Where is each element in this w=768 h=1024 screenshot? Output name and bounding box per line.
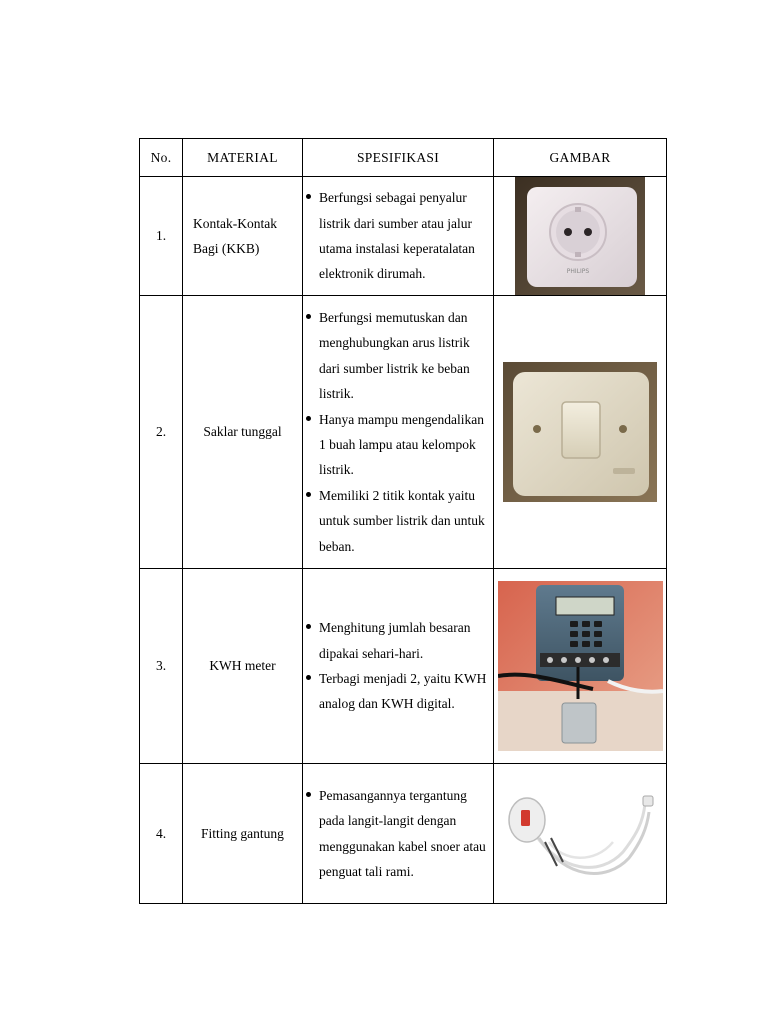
material-name: Saklar tunggal xyxy=(183,296,303,569)
image-cell xyxy=(494,177,667,296)
row-number: 4. xyxy=(140,764,183,904)
spec-item: Berfungsi memutuskan dan menghubungkan arus listrik dari sumber listrik ke beban listrik. xyxy=(303,305,493,407)
table-row xyxy=(140,296,667,569)
header-material: MATERIAL xyxy=(183,139,303,177)
spec-item: Pemasangannya tergantung pada langit-langit dengan menggunakan kabel snoer atau penguat tali rami. xyxy=(303,783,493,885)
image-cell xyxy=(494,764,667,904)
spec-item: Terbagi menjadi 2, yaitu KWH analog dan KWH digital. xyxy=(303,666,493,717)
material-name: KWH meter xyxy=(183,569,303,764)
table-row xyxy=(140,764,667,904)
row-number: 1. xyxy=(140,177,183,296)
spesifikasi-cell xyxy=(303,569,494,764)
material-table xyxy=(139,138,667,904)
spesifikasi-cell xyxy=(303,764,494,904)
row-number: 2. xyxy=(140,296,183,569)
light-switch-image xyxy=(503,362,657,502)
header-gambar: GAMBAR xyxy=(494,139,667,177)
image-cell xyxy=(494,296,667,569)
material-name: Kontak-Kontak Bagi (KKB) xyxy=(183,177,303,296)
spec-item: Berfungsi sebagai penyalur listrik dari sumber atau jalur utama instalasi keperatalatan elektronik dirumah. xyxy=(303,185,493,287)
socket-brand-label: PHILIPS xyxy=(566,268,590,275)
kwh-meter-image xyxy=(498,581,663,751)
header-no: No. xyxy=(140,139,183,177)
table-row xyxy=(140,177,667,296)
spec-item: Menghitung jumlah besaran dipakai sehari-hari. xyxy=(303,615,493,666)
pendant-lamp-holder-image xyxy=(505,782,655,886)
header-spesifikasi: SPESIFIKASI xyxy=(303,139,494,177)
row-number: 3. xyxy=(140,569,183,764)
material-name: Fitting gantung xyxy=(183,764,303,904)
spec-item: Memiliki 2 titik kontak yaitu untuk sumber listrik dan untuk beban. xyxy=(303,483,493,559)
spesifikasi-cell xyxy=(303,177,494,296)
table-row xyxy=(140,569,667,764)
spesifikasi-cell xyxy=(303,296,494,569)
power-socket-image xyxy=(515,177,645,295)
spec-item: Hanya mampu mengendalikan 1 buah lampu atau kelompok listrik. xyxy=(303,407,493,483)
image-cell xyxy=(494,569,667,764)
table-header-row xyxy=(140,139,667,177)
